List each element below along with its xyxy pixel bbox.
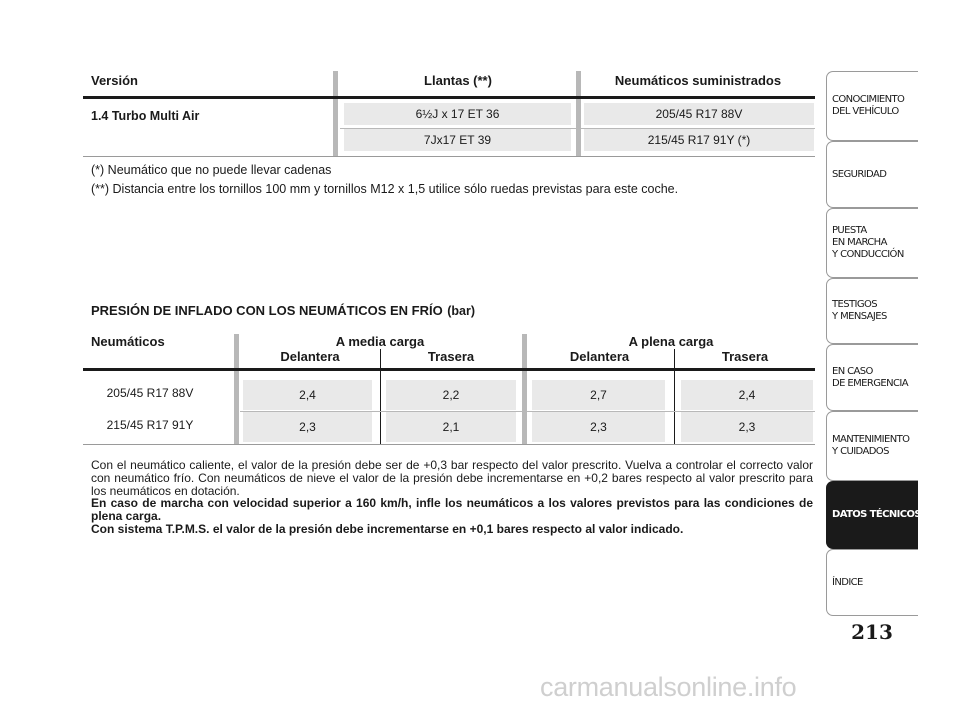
header-media-front: Delantera (280, 349, 340, 364)
header-media-rear: Trasera (427, 349, 475, 364)
tyre-cell: 205/45 R17 88V (584, 103, 814, 125)
tyre-cell: 215/45 R17 91Y (*) (584, 129, 814, 151)
section-title-text: PRESIÓN DE INFLADO CON LOS NEUMÁTICOS EN FRÍO (91, 303, 443, 318)
watermark: carmanualsonline.info (540, 672, 797, 702)
pressure-header-rule (83, 368, 815, 371)
tab-testigos[interactable] (826, 278, 918, 344)
header-rims: Llantas (**) (424, 73, 492, 88)
pressure-cell: 2,1 (386, 412, 516, 442)
tab-label: ÍNDICE (832, 576, 863, 588)
pressure-cell: 2,3 (681, 412, 813, 442)
pressure-cell: 2,3 (532, 412, 665, 442)
tab-label: DATOS TÉCNICOS (832, 509, 921, 520)
tab-label: CONOCIMIENTO (832, 94, 905, 105)
rim-cell: 7Jx17 ET 39 (344, 129, 571, 151)
note-normal: Con el neumático caliente, el valor de la presión debe ser de +0,3 bar respecto del valor prescrito. Vuelva a controlar el correcto valor con neumático frío. Con neumáticos de nieve el valor de la presión debe incrementarse en +0,2 bares respecto al valor prescrito para los neumáticos en dotación. (91, 458, 813, 498)
pressure-cell: 2,3 (243, 412, 372, 442)
column-separator (576, 71, 581, 156)
tab-label: EN CASO (832, 365, 873, 377)
table-bottom-line (83, 156, 815, 157)
tab-label: SEGURIDAD (832, 168, 887, 180)
note-bolts: (**) Distancia entre los tornillos 100 mm y tornillos M12 x 1,5 utilice sólo ruedas previstas para este coche. (91, 182, 679, 196)
pressure-notes (91, 459, 813, 536)
pressure-cell: 2,4 (681, 380, 813, 410)
pressure-cell: 2,7 (532, 380, 665, 410)
pressure-cell: 2,4 (243, 380, 372, 410)
header-media-carga: A media carga (335, 334, 425, 349)
section-unit: (bar) (447, 304, 475, 318)
tab-puesta-en-marcha[interactable] (826, 208, 918, 278)
tab-indice[interactable] (826, 549, 918, 616)
tab-label: Y CUIDADOS (832, 446, 889, 457)
tab-datos-tecnicos[interactable] (826, 481, 921, 549)
header-version: Versión (91, 73, 138, 88)
tyre-label: 215/45 R17 91Y (106, 418, 194, 432)
header-plena-front: Delantera (569, 349, 630, 364)
note-chains: (*) Neumático que no puede llevar cadenas (91, 163, 332, 177)
tab-label: DEL VEHÍCULO (832, 106, 899, 117)
header-tyres: Neumáticos suministrados (614, 73, 782, 88)
tab-label: PUESTA (832, 225, 867, 236)
version-cell: 1.4 Turbo Multi Air (91, 109, 200, 123)
column-separator-thin (380, 349, 381, 444)
table-header-rule (83, 96, 815, 99)
note-tpms: Con sistema T.P.M.S. el valor de la presión debe incrementarse en +0,1 bares respecto al valor indicado. (91, 521, 684, 536)
tab-label: DE EMERGENCIA (832, 377, 908, 389)
column-separator (234, 334, 239, 444)
header-neumaticos: Neumáticos (91, 334, 165, 349)
tab-mantenimiento[interactable] (826, 411, 918, 481)
section-title (91, 302, 475, 320)
tab-label: MANTENIMIENTO (832, 434, 910, 445)
column-separator (522, 334, 527, 444)
table-bottom-line (83, 444, 815, 445)
page-number: 213 (851, 620, 893, 644)
header-plena-rear: Trasera (721, 349, 769, 364)
tab-emergencia[interactable] (826, 344, 918, 411)
column-separator-thin (674, 349, 675, 444)
header-plena-carga: A plena carga (628, 334, 714, 349)
tab-conocimiento[interactable] (826, 71, 918, 141)
pressure-cell: 2,2 (386, 380, 516, 410)
tab-seguridad[interactable] (826, 141, 918, 208)
tab-label: TESTIGOS (832, 299, 877, 310)
tyre-label: 205/45 R17 88V (106, 386, 194, 400)
tab-label: Y CONDUCCIÓN (832, 249, 904, 260)
column-separator (333, 71, 338, 156)
tab-label: Y MENSAJES (832, 311, 887, 322)
rim-cell: 6½J x 17 ET 36 (344, 103, 571, 125)
note-high-speed: En caso de marcha con velocidad superior a 160 km/h, infle los neumáticos a los valores previstos para las condiciones de plena carga. (91, 496, 813, 524)
tab-label: EN MARCHA (832, 237, 887, 248)
